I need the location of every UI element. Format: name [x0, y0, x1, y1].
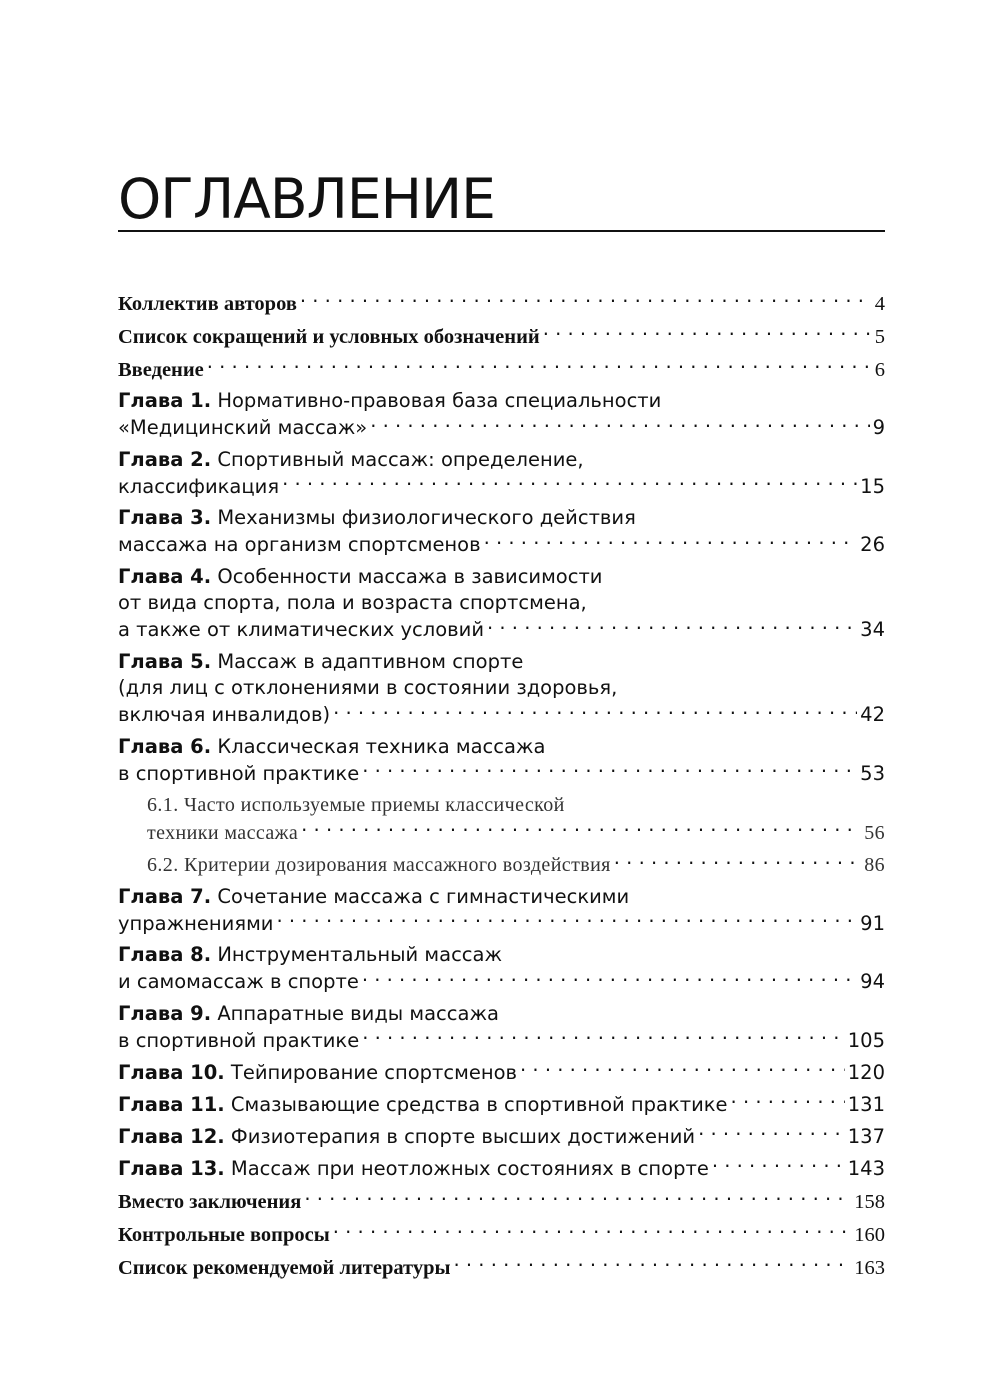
- toc-entry-chapter-2[interactable]: [118, 447, 885, 501]
- toc-page-number: 5: [874, 325, 885, 348]
- page-title: ОГЛАВЛЕНИЕ: [118, 167, 495, 231]
- toc-page-number: 131: [847, 1092, 885, 1116]
- toc-page-number: 94: [860, 970, 885, 993]
- toc-entry-title-continued: и самомассаж в спорте: [118, 970, 359, 993]
- toc-entry-title: Список рекомендуемой литературы: [118, 1256, 451, 1279]
- toc-entry-title: Особенности массажа в зависимости: [217, 564, 603, 588]
- toc-entry-title: Вместо заключения: [118, 1190, 302, 1213]
- chapter-label: Глава 4.: [118, 564, 212, 588]
- toc-entry-chapter-10[interactable]: [118, 1059, 885, 1086]
- toc-entry-abbreviations[interactable]: [118, 322, 885, 350]
- toc-page-number: 120: [847, 1060, 885, 1084]
- toc-entry-title: Коллектив авторов: [118, 292, 297, 315]
- toc-entry-title: Инструментальный массаж: [217, 943, 503, 966]
- toc-entry-title: Аппаратные виды массажа: [217, 1001, 499, 1025]
- dot-leader: [333, 1220, 852, 1241]
- toc-entry-title-continued: в спортивной практике: [118, 1028, 360, 1052]
- dot-leader: [276, 910, 857, 930]
- toc-entry-title-continued: упражнениями: [118, 911, 274, 935]
- toc-page-number: 34: [860, 618, 885, 641]
- dot-leader: [333, 702, 857, 722]
- contents-page: [118, 167, 885, 1279]
- toc-entry-title: Список сокращений и условных обозначений: [118, 325, 540, 348]
- dot-leader: [454, 1253, 852, 1274]
- toc-entry-chapter-13[interactable]: [118, 1155, 885, 1182]
- toc-page-number: 163: [854, 1256, 885, 1279]
- toc-entry-title-continued: а также от климатических условий: [118, 618, 485, 641]
- dot-leader: [362, 1027, 845, 1047]
- dot-leader: [300, 289, 872, 310]
- chapter-label: Глава 11.: [118, 1092, 225, 1116]
- toc-page-number: 56: [864, 821, 885, 844]
- toc-page-number: 105: [847, 1028, 885, 1052]
- toc-entry-chapter-12[interactable]: [118, 1123, 885, 1150]
- table-of-contents: [118, 289, 885, 1286]
- chapter-label: Глава 3.: [118, 506, 212, 529]
- toc-entry-title-continued: включая инвалидов): [118, 703, 331, 726]
- toc-entry-review-questions[interactable]: [118, 1220, 885, 1248]
- toc-entry-conclusion[interactable]: [118, 1187, 885, 1215]
- toc-page-number: 53: [860, 761, 885, 785]
- toc-entry-title: Физиотерапия в спорте высших достижений: [230, 1124, 696, 1148]
- toc-entry-authors[interactable]: [118, 289, 885, 317]
- dot-leader: [712, 1155, 845, 1175]
- toc-entry-title: Тейпирование спортсменов: [230, 1060, 518, 1084]
- chapter-label: Глава 6.: [118, 734, 212, 758]
- chapter-label: Глава 2.: [118, 447, 212, 471]
- title-divider: [118, 230, 885, 232]
- toc-entry-title-continued: «Медицинский массаж»: [118, 416, 368, 439]
- dot-leader: [282, 473, 857, 493]
- toc-entry-title-continued: в спортивной практике: [118, 761, 360, 785]
- dot-leader: [362, 760, 857, 780]
- toc-entry-chapter-6[interactable]: [118, 734, 885, 788]
- toc-entry-title-continued: массажа на организм спортсменов: [118, 533, 481, 556]
- toc-entry-chapter-7[interactable]: [118, 884, 885, 938]
- toc-entry-title-continued: классификация: [118, 474, 280, 498]
- toc-entry-title: Контрольные вопросы: [118, 1223, 330, 1246]
- toc-entry-title: 6.1. Часто используемые приемы классической: [147, 794, 565, 816]
- chapter-label: Глава 13.: [118, 1156, 225, 1180]
- toc-entry-title: Введение: [118, 358, 204, 381]
- chapter-label: Глава 5.: [118, 649, 212, 673]
- toc-page-number: 91: [860, 911, 885, 935]
- dot-leader: [301, 819, 861, 839]
- toc-entry-title: Массаж в адаптивном спорте: [217, 649, 524, 673]
- toc-entry-chapter-4[interactable]: [118, 564, 885, 644]
- toc-entry-references[interactable]: [118, 1253, 885, 1281]
- toc-entry-chapter-3[interactable]: [118, 505, 885, 559]
- toc-entry-chapter-5[interactable]: [118, 649, 885, 729]
- chapter-label: Глава 7.: [118, 884, 212, 908]
- dot-leader: [731, 1091, 845, 1111]
- toc-entry-title: Механизмы физиологического действия: [217, 506, 636, 529]
- toc-entry-title: Массаж при неотложных состояниях в спорте: [230, 1156, 709, 1180]
- chapter-label: Глава 10.: [118, 1060, 225, 1084]
- toc-page-number: 42: [860, 703, 885, 726]
- toc-entry-title: Спортивный массаж: определение,: [217, 447, 584, 471]
- dot-leader: [304, 1187, 851, 1208]
- toc-entry-chapter-9[interactable]: [118, 1001, 885, 1055]
- toc-page-number: 15: [860, 474, 885, 498]
- toc-entry-introduction[interactable]: [118, 355, 885, 383]
- toc-entry-title: Классическая техника массажа: [217, 734, 546, 758]
- dot-leader: [614, 851, 861, 871]
- dot-leader: [484, 532, 858, 552]
- toc-entry-chapter-8[interactable]: [118, 942, 885, 996]
- toc-page-number: 86: [864, 854, 885, 876]
- dot-leader: [520, 1059, 845, 1079]
- toc-entry-title: Нормативно-правовая база специальности: [217, 389, 662, 412]
- toc-page-number: 6: [874, 358, 885, 381]
- dot-leader: [370, 415, 869, 435]
- toc-page-number: 137: [847, 1124, 885, 1148]
- chapter-label: Глава 1.: [118, 389, 212, 412]
- toc-entry-chapter-11[interactable]: [118, 1091, 885, 1118]
- toc-page-number: 143: [847, 1156, 885, 1180]
- dot-leader: [207, 355, 872, 376]
- toc-entry-title-continued: (для лиц с отклонениями в состоянии здоровья,: [118, 676, 618, 699]
- toc-entry-section-6-1[interactable]: [118, 792, 885, 846]
- dot-leader: [487, 617, 857, 637]
- toc-page-number: 26: [860, 533, 885, 556]
- chapter-label: Глава 12.: [118, 1124, 225, 1148]
- dot-leader: [543, 322, 872, 343]
- toc-entry-title: 6.2. Критерии дозирования массажного воздействия: [147, 854, 611, 876]
- toc-entry-title-continued: техники массажа: [147, 821, 299, 844]
- toc-entry-section-6-2[interactable]: [118, 851, 885, 879]
- toc-page-number: 9: [872, 416, 885, 439]
- dot-leader: [698, 1123, 845, 1143]
- toc-page-number: 158: [854, 1190, 885, 1213]
- dot-leader: [362, 969, 857, 989]
- toc-page-number: 4: [874, 292, 885, 315]
- toc-entry-title-continued: от вида спорта, пола и возраста спортсмена,: [118, 591, 587, 614]
- chapter-label: Глава 9.: [118, 1001, 212, 1025]
- chapter-label: Глава 8.: [118, 943, 212, 966]
- toc-entry-title: Сочетание массажа с гимнастическими: [217, 884, 630, 908]
- toc-page-number: 160: [854, 1223, 885, 1246]
- toc-entry-title: Смазывающие средства в спортивной практике: [230, 1092, 728, 1116]
- toc-entry-chapter-1[interactable]: [118, 388, 885, 442]
